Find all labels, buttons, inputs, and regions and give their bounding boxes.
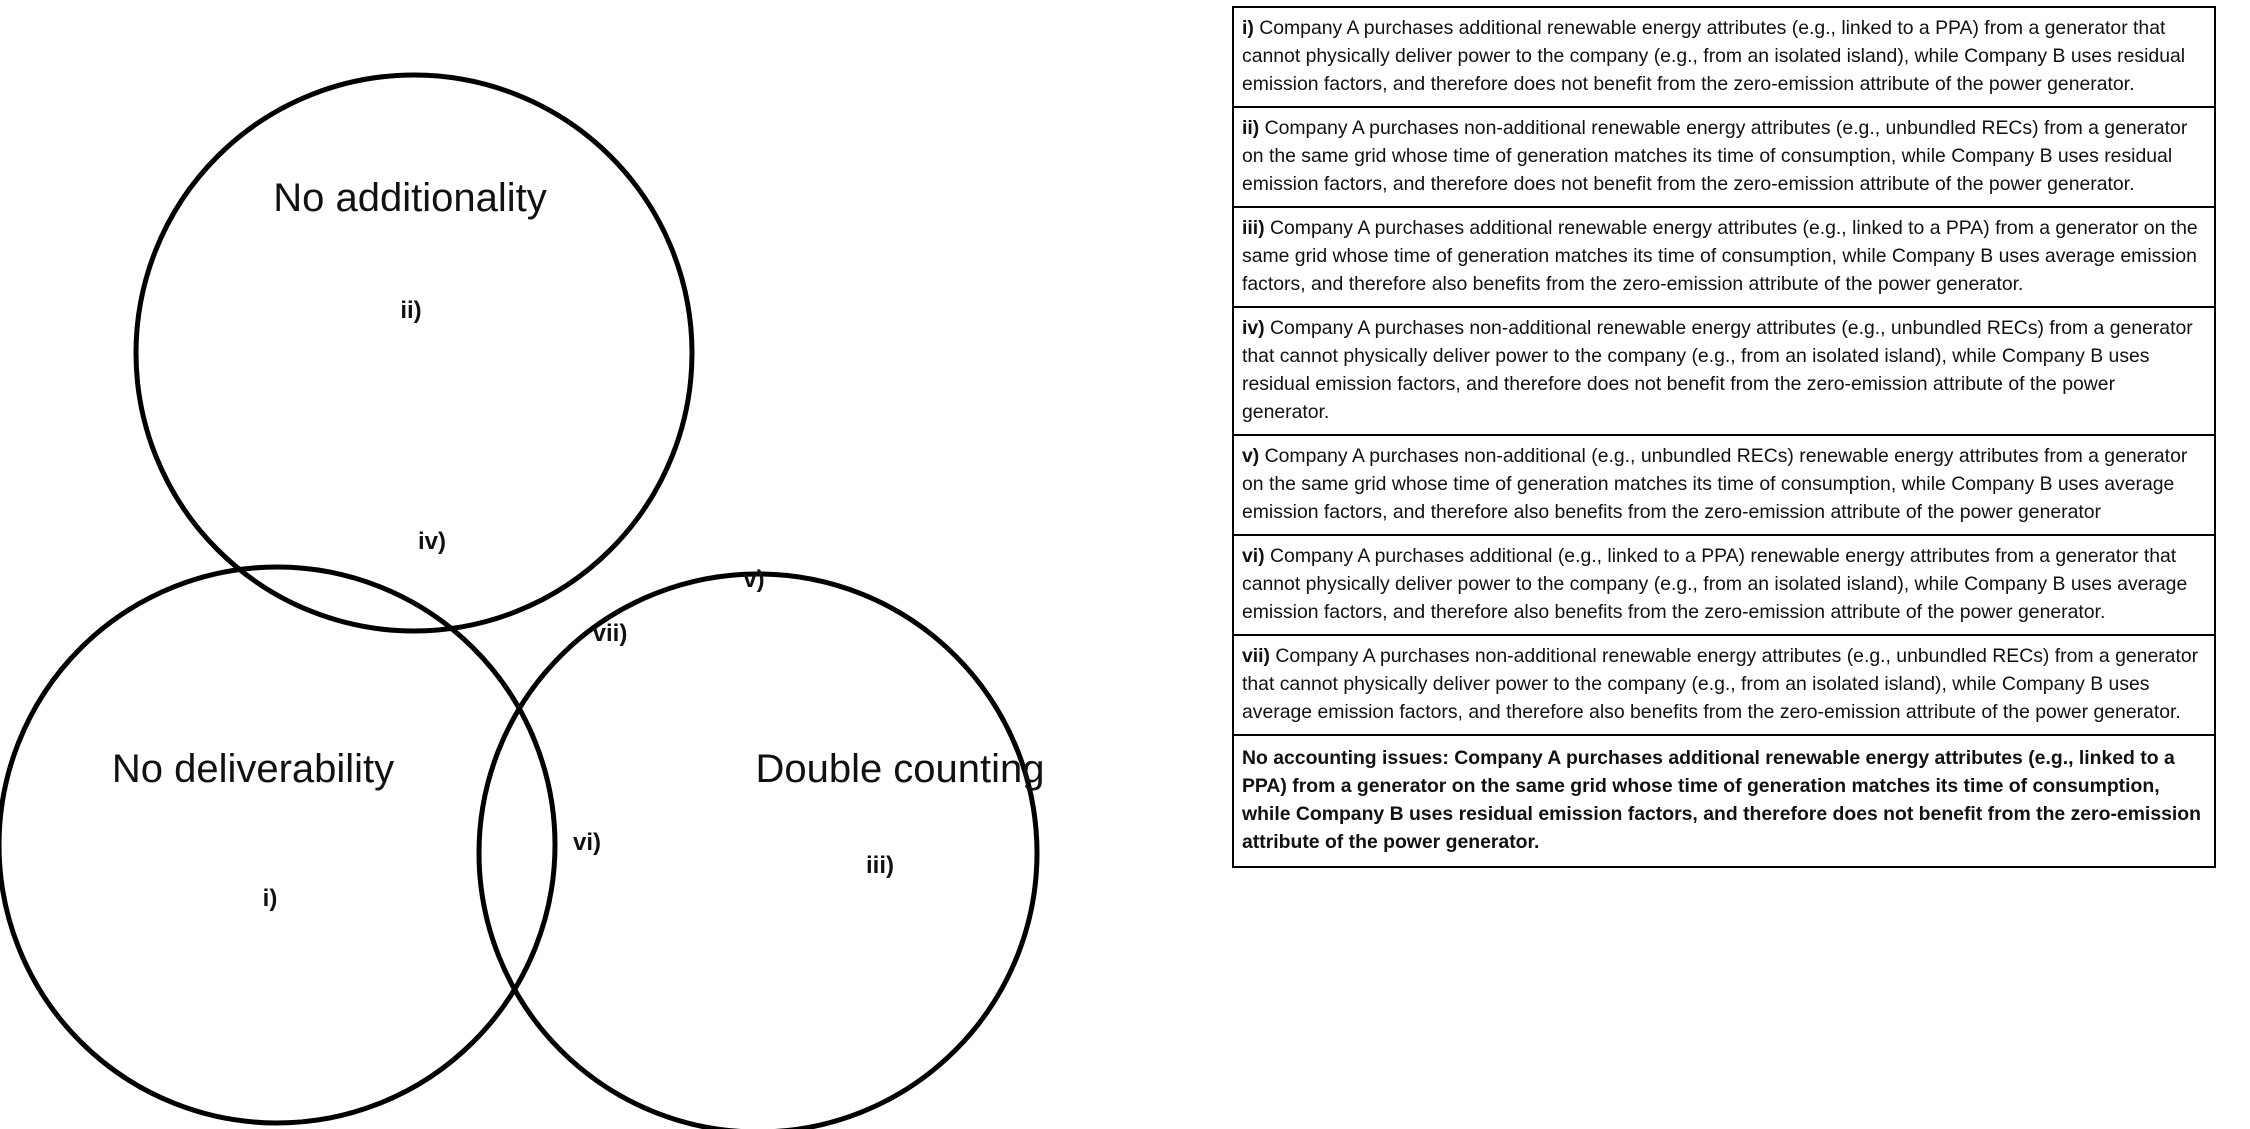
region-label-vii: vii)	[592, 620, 628, 647]
legend-row-text: Company A purchases additional (e.g., linked to a PPA) renewable energy attributes from a generator that cannot physically deliver power to the company (e.g., from an isolated island), while Company B uses average emission factors, and therefore also benefits from the zero-emission attribute of the power generator.	[1242, 545, 2188, 623]
legend-row-number: vi)	[1242, 545, 1265, 567]
region-label-i: i)	[262, 885, 278, 912]
set-label-no-deliverability: No deliverability	[111, 747, 395, 791]
circle-no-deliverability	[0, 567, 555, 1123]
region-label-iii: iii)	[866, 852, 894, 879]
circle-double-counting	[479, 574, 1037, 1129]
legend-row-vi	[1234, 536, 2214, 636]
legend-row-iv	[1234, 308, 2214, 436]
region-label-vi: vi)	[572, 829, 602, 856]
legend-row-number: i)	[1242, 17, 1254, 39]
legend-row-ii	[1234, 108, 2214, 208]
legend-row-text: Company A purchases additional renewable energy attributes (e.g., linked to a PPA) from a generator on the same grid whose time of generation matches its time of consumption, while Company B uses average emission factors, and therefore also benefits from the zero-emission attribute of the power generator.	[1242, 217, 2198, 295]
legend-row-no-accounting-issues: No accounting issues: Company A purchases additional renewable energy attributes (e.g., linked to a PPA) from a generator on the same grid whose time of generation matches its time of consumption, while Company B uses residual emission factors, and therefore does not benefit from the zero-emission attribute of the power generator.	[1242, 747, 2201, 853]
legend-row-iii	[1234, 208, 2214, 308]
legend-row-i	[1234, 8, 2214, 108]
legend-row-number: vii)	[1242, 645, 1271, 667]
legend-row-vii	[1234, 636, 2214, 736]
region-label-iv: iv)	[417, 528, 447, 555]
region-label-v: v)	[743, 566, 765, 593]
legend-row-text: Company A purchases additional renewable energy attributes (e.g., linked to a PPA) from a generator that cannot physically deliver power to the company (e.g., from an isolated island), while Company B uses residual emission factors, and therefore does not benefit from the zero-emission attribute of the power generator.	[1242, 17, 2186, 95]
legend-row-text: Company A purchases non-additional renewable energy attributes (e.g., unbundled RECs) from a generator on the same grid whose time of generation matches its time of consumption, while Company B uses residual emission factors, and therefore does not benefit from the zero-emission attribute of the power generator.	[1242, 117, 2188, 195]
set-label-no-additionality: No additionality	[273, 176, 547, 220]
circle-no-additionality	[136, 75, 692, 631]
region-label-ii: ii)	[400, 297, 422, 324]
legend-table	[1232, 6, 2216, 868]
legend-row-number: v)	[1242, 445, 1260, 467]
set-label-double-counting: Double counting	[755, 747, 1045, 791]
legend-row-number: iv)	[1242, 317, 1265, 339]
legend-row-text: Company A purchases non-additional renewable energy attributes (e.g., unbundled RECs) from a generator that cannot physically deliver power to the company (e.g., from an isolated island), while Company B uses average emission factors, and therefore also benefits from the zero-emission attribute of the power generator.	[1242, 645, 2199, 723]
legend-row-number: iii)	[1242, 217, 1265, 239]
legend-row-number: ii)	[1242, 117, 1260, 139]
legend-row-v	[1234, 436, 2214, 536]
legend-row-text: Company A purchases non-additional (e.g., unbundled RECs) renewable energy attributes from a generator on the same grid whose time of generation matches its time of consumption, while Company B uses average emission factors, and therefore also benefits from the zero-emission attribute of the power generator	[1242, 445, 2188, 523]
legend-row-text: Company A purchases non-additional renewable energy attributes (e.g., unbundled RECs) from a generator that cannot physically deliver power to the company (e.g., from an isolated island), while Company B uses residual emission factors, and therefore does not benefit from the zero-emission attribute of the power generator.	[1242, 317, 2193, 423]
